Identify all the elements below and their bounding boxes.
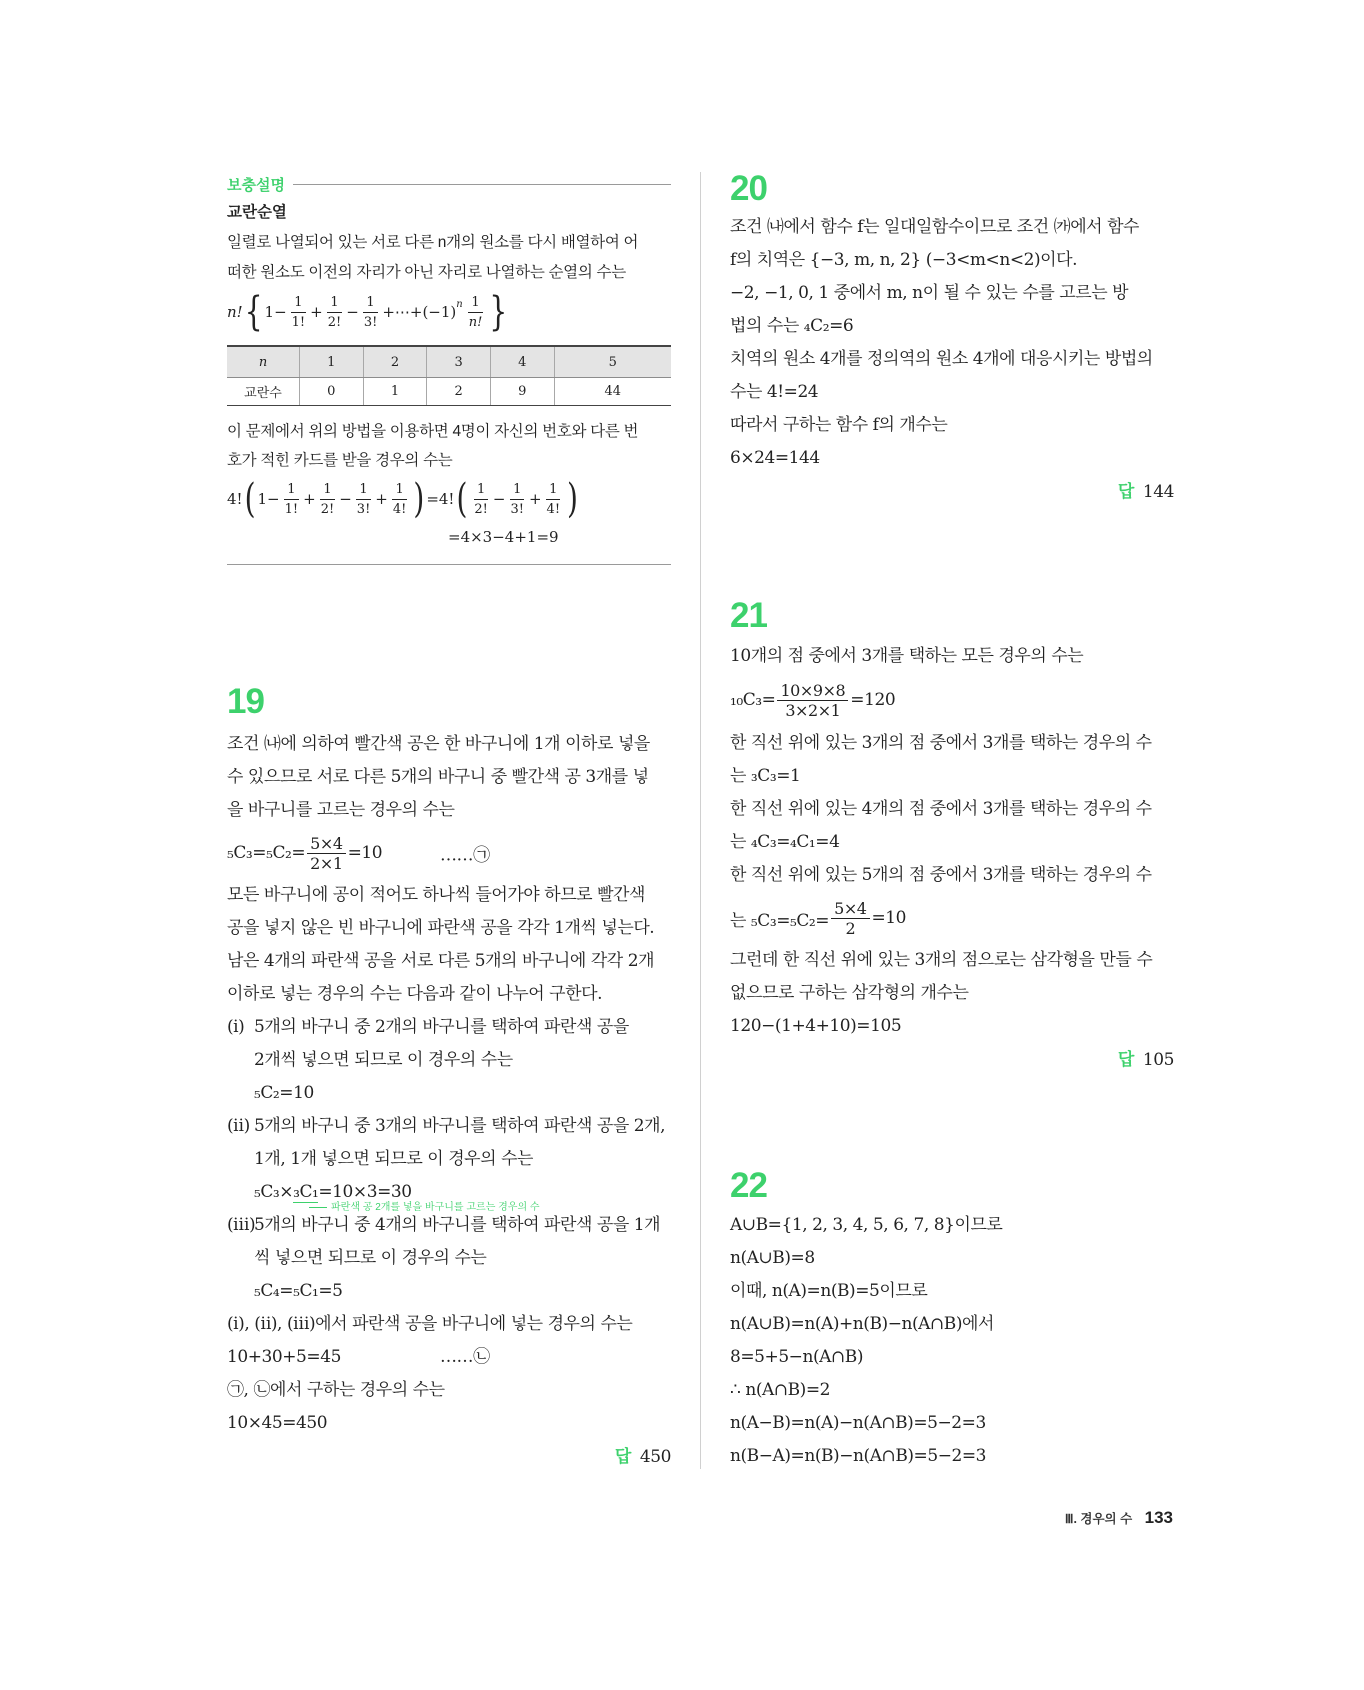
table-cell: 44 [554,378,671,406]
solution-line: 이때, n(A)=n(B)=5이므로 [730,1281,928,1301]
solution-line: 치역의 원소 4개를 정의역의 원소 4개에 대응시키는 방법의 [730,349,1153,369]
answer-label: 답 [614,1447,631,1466]
solution-21 [730,640,1174,1076]
answer-value: 105 [1142,1050,1174,1070]
annotation-note: 파란색 공 2개를 넣을 바구니를 고르는 경우의 수 [309,1202,540,1214]
formula-term: 4! [227,490,243,508]
formula-term: 1− [257,490,280,508]
fraction-denominator: 3! [356,501,371,517]
solution-line: 는 ₄C₃=₄C₁=4 [730,832,840,852]
page-number: 133 [1144,1508,1173,1527]
fraction [354,480,374,519]
case-line [227,1209,671,1242]
fraction [831,899,869,938]
column-divider [700,172,701,1469]
answer-label: 답 [1117,1050,1134,1069]
equation-term: 는 ₅C₃=₅C₂= [730,910,830,931]
calc-term: ₅C₃× [254,1182,294,1202]
solution-line: ㉠, ㉡에서 구하는 경우의 수는 [227,1380,445,1400]
problem-number: 20 [730,169,767,208]
problem-number: 19 [227,682,264,721]
reference-mark: ……㉠ [440,845,490,866]
table-cell: 1 [363,378,427,406]
solution-line: 10개의 점 중에서 3개를 택하는 모든 경우의 수는 [730,646,1084,666]
table-header-cell: 5 [554,346,671,378]
page-footer [1065,1506,1173,1530]
solution-line: (ⅰ), (ⅱ), (ⅲ)에서 파란색 공을 바구니에 넣는 경우의 수는 [227,1314,633,1334]
formula-open-paren: ( [244,474,256,523]
solution-line: 한 직선 위에 있는 4개의 점 중에서 3개를 택하는 경우의 수 [730,799,1152,819]
solution-line: A∪B={1, 2, 3, 4, 5, 6, 7, 8}이므로 [730,1215,1003,1235]
supplement-text-line: 호가 적힌 카드를 받을 경우의 수는 [227,452,453,469]
solution-line: 없으므로 구하는 삼각형의 개수는 [730,983,969,1003]
fraction-numerator: 1 [474,480,488,500]
answer-value: 144 [1142,482,1174,502]
table-cell: 0 [300,378,364,406]
supplement-header [227,170,671,198]
fraction-denominator: 3! [510,501,524,517]
formula-exponent: n [456,298,463,310]
fraction-denominator: 2×1 [310,853,343,873]
formula-operator: − [492,490,506,508]
solution-line: 수 있으므로 서로 다른 5개의 바구니 중 빨간색 공 3개를 넣 [227,767,649,787]
fraction [361,293,381,332]
calc-term: =10×3=30 [318,1182,412,1202]
fraction-numerator: 1 [363,293,377,313]
supplement-text-line: 떠한 원소도 이전의 자리가 아닌 자리로 나열하는 순열의 수는 [227,264,626,281]
formula-operator: + [528,490,542,508]
case-line: 1개, 1개 넣으면 되므로 이 경우의 수는 [254,1149,534,1169]
solution-22 [730,1209,1174,1473]
formula-operator: + [375,490,388,508]
supplement-title: 교란순열 [227,204,287,221]
solution-line: 조건 ㈏에 의하여 빨간색 공은 한 바구니에 1개 이하로 넣을 [227,734,650,754]
formula-operator: − [339,490,352,508]
formula-open-brace: { [244,287,263,336]
equation-term: ₁₀C₃= [730,690,776,710]
fraction-denominator: 4! [392,501,407,517]
case-label: (ⅲ) [227,1215,256,1235]
solution-line: n(B−A)=n(B)−n(A∩B)=5−2=3 [730,1446,987,1466]
case-text: 5개의 바구니 중 2개의 바구니를 택하여 파란색 공을 [254,1017,629,1037]
solution-20 [730,211,1174,508]
fraction-denominator: 3! [363,314,378,330]
formula-close-paren: ) [567,474,578,523]
supplement-header-rule [293,184,671,185]
solution-line: 모든 바구니에 공이 적어도 하나씩 들어가야 하므로 빨간색 [227,885,646,905]
formula-operator: + [310,303,323,321]
answer-value: 450 [639,1447,671,1467]
answer-line [730,475,1174,508]
solution-line: 8=5+5−n(A∩B) [730,1347,864,1367]
fraction-numerator: 1 [356,480,370,500]
fraction-denominator: 1! [291,314,306,330]
equation-term: =10 [347,843,383,863]
fraction-denominator: 2! [320,501,335,517]
fraction-numerator: 1 [546,480,560,500]
formula-term: =4! [426,490,455,508]
fraction-denominator: 2! [474,501,488,517]
table-header-row [227,346,671,378]
derangement-calculation [227,475,671,523]
fraction [471,480,491,519]
case-label: (ⅰ) [227,1017,245,1037]
equation-line [730,892,1174,944]
table-cell: 교란수 [227,378,300,406]
solution-line: 공을 넣지 않은 빈 바구니에 파란색 공을 각각 1개씩 넣는다. [227,918,655,938]
solution-line: 120−(1+4+10)=105 [730,1016,902,1036]
equation-line [730,673,1174,727]
reference-mark: ……㉡ [440,1347,490,1367]
solution-line: n(A−B)=n(A)−n(A∩B)=5−2=3 [730,1413,986,1433]
problem-number: 22 [730,1166,767,1205]
case-line: 씩 넣으면 되므로 이 경우의 수는 [254,1248,487,1268]
supplement-bottom-rule [227,564,671,565]
table-cell: 2 [427,378,491,406]
fraction [466,293,486,332]
case-calculation: ₅C₄=₅C₁=5 [254,1281,343,1301]
formula-term: +⋯+(−1) [382,303,457,321]
fraction [507,480,527,519]
fraction [777,681,848,720]
solution-line [227,1341,671,1374]
fraction-numerator: 1 [327,293,341,313]
fraction-denominator: 2! [327,314,342,330]
table-header-cell: 2 [363,346,427,378]
formula-term: n! [227,303,243,321]
fraction [318,480,338,519]
fraction [307,834,345,873]
table-header-cell: 4 [490,346,554,378]
fraction [390,480,410,519]
fraction [544,480,564,519]
formula-open-paren: ( [456,474,468,523]
problem-number: 21 [730,596,767,635]
formula-operator: + [303,490,316,508]
calc-term-highlighted: ₃C₁ [293,1182,319,1202]
solution-line: 수는 4!=24 [730,382,819,402]
table-row [227,378,671,406]
fraction-denominator: 1! [284,501,299,517]
formula-close-brace: } [489,287,508,336]
supplement-text-line: 일렬로 나열되어 있는 서로 다른 n개의 원소를 다시 배열하여 어 [227,234,639,251]
solution-line: 10×45=450 [227,1413,328,1433]
solution-line: 법의 수는 ₄C₂=6 [730,316,854,336]
fraction-denominator: 3×2×1 [785,700,841,720]
case-calculation: ₅C₂=10 [254,1083,314,1103]
solution-line: 따라서 구하는 함수 f의 개수는 [730,415,948,435]
solution-line: 한 직선 위에 있는 3개의 점 중에서 3개를 택하는 경우의 수 [730,733,1152,753]
case-calculation [227,1176,671,1213]
formula-close-paren: ) [413,474,425,523]
case-label: (ⅱ) [227,1116,250,1136]
solution-19 [227,728,671,1473]
answer-line [730,1043,1174,1076]
solution-line: 이하로 넣는 경우의 수는 다음과 같이 나누어 구한다. [227,984,603,1004]
answer-line [227,1440,671,1473]
chapter-label: Ⅲ. 경우의 수 [1064,1512,1133,1526]
solution-line: n(A∪B)=n(A)+n(B)−n(A∩B)에서 [730,1314,994,1334]
fraction-numerator: 1 [510,480,524,500]
equation-term: =10 [871,908,907,928]
derangement-formula [227,288,671,336]
table-cell: 9 [490,378,554,406]
equation-line [227,827,671,879]
fraction-numerator: 10×9×8 [777,681,848,701]
solution-line: 을 바구니를 고르는 경우의 수는 [227,800,455,820]
solution-line: 남은 4개의 파란색 공을 서로 다른 5개의 바구니에 각각 2개 [227,951,655,971]
fraction-numerator: 1 [468,293,482,313]
fraction-denominator: 4! [546,501,561,517]
fraction-numerator: 1 [291,293,305,313]
fraction-denominator: 2 [845,918,856,938]
case-line: 2개씩 넣으면 되므로 이 경우의 수는 [254,1050,513,1070]
equation-term: =120 [850,690,896,710]
supplement-tag: 보충설명 [227,176,285,194]
supplement-box [227,170,671,565]
fraction [282,480,302,519]
case-line [227,1011,671,1044]
fraction-numerator: 1 [284,480,298,500]
case-text: 5개의 바구니 중 4개의 바구니를 택하여 파란색 공을 1개 [254,1215,661,1235]
case-text: 5개의 바구니 중 3개의 바구니를 택하여 파란색 공을 2개, [254,1116,666,1136]
calc-term: 10+30+5=45 [227,1347,341,1367]
solution-line: −2, −1, 0, 1 중에서 m, n이 될 수 있는 수를 고르는 방 [730,283,1129,303]
table-header-cell: 1 [300,346,364,378]
solution-line: n(A∪B)=8 [730,1248,815,1268]
derangement-result: =4×3−4+1=9 [448,528,559,546]
solution-line: 한 직선 위에 있는 5개의 점 중에서 3개를 택하는 경우의 수 [730,865,1152,885]
solution-line: 6×24=144 [730,448,820,468]
fraction-numerator: 5×4 [307,834,345,854]
answer-label: 답 [1117,482,1134,501]
solution-line: 그런데 한 직선 위에 있는 3개의 점으로는 삼각형을 만들 수 [730,950,1153,970]
table-header-cell: n [227,346,300,378]
solution-line: 조건 ㈏에서 함수 f는 일대일함수이므로 조건 ㈎에서 함수 [730,217,1140,237]
fraction-denominator: n! [468,314,483,330]
solution-line: f의 치역은 {−3, m, n, 2} (−3<m<n<2)이다. [730,250,1078,270]
fraction [289,293,309,332]
fraction-numerator: 1 [320,480,334,500]
fraction-numerator: 5×4 [831,899,869,919]
solution-line: ∴ n(A∩B)=2 [730,1380,831,1400]
formula-term: 1− [264,303,287,321]
formula-operator: − [346,303,359,321]
supplement-text-line: 이 문제에서 위의 방법을 이용하면 4명이 자신의 번호와 다른 번 [227,423,639,440]
derangement-table [227,345,671,406]
equation-term: ₅C₃=₅C₂= [227,843,306,863]
case-line [227,1110,671,1143]
fraction-numerator: 1 [392,480,406,500]
table-header-cell: 3 [427,346,491,378]
fraction [325,293,345,332]
solution-line: 는 ₃C₃=1 [730,766,801,786]
